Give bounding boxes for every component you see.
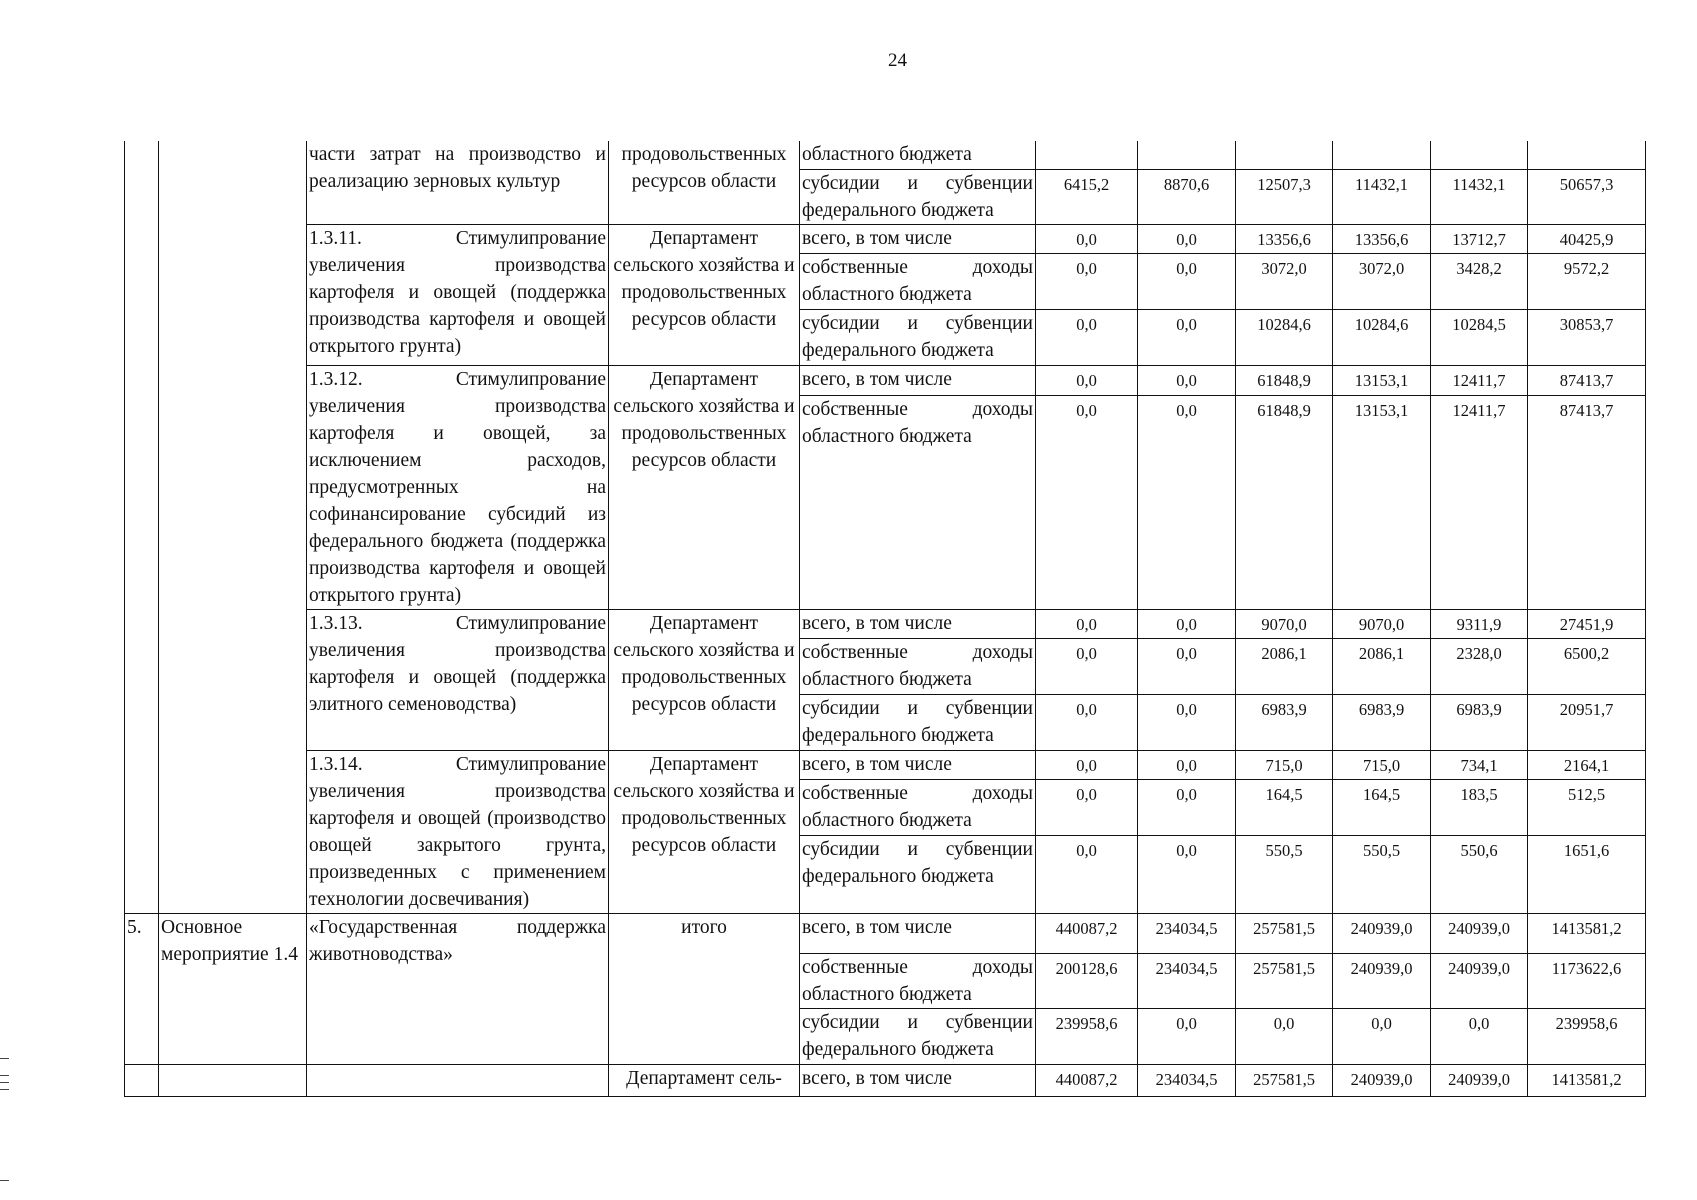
amount-cell: 11432,1 xyxy=(1333,169,1431,224)
activity-title: части затрат на производство и реализацию зерновых культур xyxy=(307,141,609,224)
main-activity-name xyxy=(159,365,307,609)
row-number xyxy=(125,141,159,224)
amount-cell: 1173622,6 xyxy=(1528,953,1646,1008)
funding-source: собственные доходы областного бюджета xyxy=(800,638,1036,694)
page-edge-mark xyxy=(0,1180,9,1181)
amount-cell: 0,0 xyxy=(1138,638,1236,694)
amount-cell: 240939,0 xyxy=(1333,913,1431,953)
activity-title: 1.3.14. Стимулипрование увеличения производства картофеля и овощей (производство овощей закрытого грунта, произведенных с применением технологии досвечивания) xyxy=(307,750,609,913)
amount-cell: 0,0 xyxy=(1138,609,1236,638)
amount-cell: 0,0 xyxy=(1036,638,1138,694)
amount-cell: 87413,7 xyxy=(1528,365,1646,396)
amount-cell: 9070,0 xyxy=(1333,609,1431,638)
amount-cell: 61848,9 xyxy=(1236,365,1333,396)
activity-title: «Государственная поддержка животноводства» xyxy=(307,913,609,1064)
amount-cell: 27451,9 xyxy=(1528,609,1646,638)
responsible-executor: Департамент сель- xyxy=(609,1064,800,1096)
amount-cell: 240939,0 xyxy=(1333,953,1431,1008)
amount-cell xyxy=(1528,141,1646,169)
row-number xyxy=(125,1064,159,1096)
amount-cell: 234034,5 xyxy=(1138,953,1236,1008)
responsible-executor: Департамент сельского хозяйства и продовольственных ресурсов области xyxy=(609,609,800,750)
amount-cell: 50657,3 xyxy=(1528,169,1646,224)
amount-cell: 0,0 xyxy=(1036,396,1138,609)
funding-source: всего, в том числе xyxy=(800,750,1036,779)
amount-cell: 183,5 xyxy=(1431,779,1528,835)
responsible-executor: продовольственных ресурсов области xyxy=(609,141,800,224)
funding-source: областного бюджета xyxy=(800,141,1036,169)
amount-cell xyxy=(1036,141,1138,169)
amount-cell: 734,1 xyxy=(1431,750,1528,779)
amount-cell: 0,0 xyxy=(1036,835,1138,913)
main-activity-name xyxy=(159,224,307,365)
amount-cell: 2328,0 xyxy=(1431,638,1528,694)
amount-cell: 12411,7 xyxy=(1431,396,1528,609)
amount-cell: 0,0 xyxy=(1138,224,1236,253)
funding-source: собственные доходы областного бюджета xyxy=(800,779,1036,835)
table-row xyxy=(125,224,1646,253)
funding-source: субсидии и субвенции федерального бюджета xyxy=(800,169,1036,224)
page-edge-mark xyxy=(0,1089,9,1090)
row-number xyxy=(125,609,159,750)
amount-cell: 13153,1 xyxy=(1333,396,1431,609)
amount-cell: 440087,2 xyxy=(1036,913,1138,953)
amount-cell: 13356,6 xyxy=(1236,224,1333,253)
amount-cell: 440087,2 xyxy=(1036,1064,1138,1096)
amount-cell: 8870,6 xyxy=(1138,169,1236,224)
amount-cell: 9070,0 xyxy=(1236,609,1333,638)
amount-cell: 20951,7 xyxy=(1528,694,1646,750)
amount-cell: 6983,9 xyxy=(1431,694,1528,750)
amount-cell: 257581,5 xyxy=(1236,913,1333,953)
amount-cell: 240939,0 xyxy=(1431,1064,1528,1096)
main-activity-name xyxy=(159,1064,307,1096)
amount-cell: 0,0 xyxy=(1138,779,1236,835)
funding-source: субсидии и субвенции федерального бюджета xyxy=(800,309,1036,365)
funding-source: собственные доходы областного бюджета xyxy=(800,953,1036,1008)
amount-cell: 239958,6 xyxy=(1528,1008,1646,1064)
amount-cell: 239958,6 xyxy=(1036,1008,1138,1064)
amount-cell: 164,5 xyxy=(1236,779,1333,835)
amount-cell: 12507,3 xyxy=(1236,169,1333,224)
amount-cell: 0,0 xyxy=(1138,309,1236,365)
amount-cell: 40425,9 xyxy=(1528,224,1646,253)
amount-cell: 13153,1 xyxy=(1333,365,1431,396)
funding-source: субсидии и субвенции федерального бюджета xyxy=(800,1008,1036,1064)
amount-cell: 9311,9 xyxy=(1431,609,1528,638)
amount-cell: 87413,7 xyxy=(1528,396,1646,609)
funding-source: субсидии и субвенции федерального бюджета xyxy=(800,835,1036,913)
responsible-executor: Департамент сельского хозяйства и продовольственных ресурсов области xyxy=(609,750,800,913)
funding-source: всего, в том числе xyxy=(800,224,1036,253)
amount-cell: 0,0 xyxy=(1236,1008,1333,1064)
amount-cell: 13712,7 xyxy=(1431,224,1528,253)
amount-cell: 512,5 xyxy=(1528,779,1646,835)
table-row xyxy=(125,750,1646,779)
page-edge-mark xyxy=(0,1082,9,1083)
page-number: 24 xyxy=(888,50,907,71)
amount-cell: 10284,6 xyxy=(1236,309,1333,365)
amount-cell: 6983,9 xyxy=(1333,694,1431,750)
amount-cell: 257581,5 xyxy=(1236,953,1333,1008)
amount-cell: 1651,6 xyxy=(1528,835,1646,913)
main-activity-name xyxy=(159,750,307,913)
amount-cell: 0,0 xyxy=(1138,750,1236,779)
amount-cell: 6415,2 xyxy=(1036,169,1138,224)
amount-cell: 0,0 xyxy=(1138,835,1236,913)
responsible-executor: итого xyxy=(609,913,800,1064)
amount-cell: 0,0 xyxy=(1036,309,1138,365)
amount-cell: 0,0 xyxy=(1036,779,1138,835)
amount-cell: 200128,6 xyxy=(1036,953,1138,1008)
funding-source: собственные доходы областного бюджета xyxy=(800,253,1036,309)
amount-cell: 240939,0 xyxy=(1431,913,1528,953)
amount-cell: 0,0 xyxy=(1138,396,1236,609)
amount-cell: 0,0 xyxy=(1036,365,1138,396)
amount-cell: 3072,0 xyxy=(1333,253,1431,309)
amount-cell: 10284,5 xyxy=(1431,309,1528,365)
amount-cell: 550,6 xyxy=(1431,835,1528,913)
amount-cell: 2086,1 xyxy=(1333,638,1431,694)
amount-cell: 1413581,2 xyxy=(1528,913,1646,953)
amount-cell: 3428,2 xyxy=(1431,253,1528,309)
table-row xyxy=(125,141,1646,169)
page-edge-mark xyxy=(0,1075,9,1076)
responsible-executor: Департамент сельского хозяйства и продовольственных ресурсов области xyxy=(609,365,800,609)
responsible-executor: Департамент сельского хозяйства и продовольственных ресурсов области xyxy=(609,224,800,365)
funding-source: всего, в том числе xyxy=(800,913,1036,953)
amount-cell xyxy=(1236,141,1333,169)
amount-cell: 240939,0 xyxy=(1333,1064,1431,1096)
amount-cell: 0,0 xyxy=(1036,224,1138,253)
page-edge-mark xyxy=(0,1058,9,1059)
amount-cell: 30853,7 xyxy=(1528,309,1646,365)
amount-cell: 715,0 xyxy=(1236,750,1333,779)
row-number: 5. xyxy=(125,913,159,1064)
amount-cell: 1413581,2 xyxy=(1528,1064,1646,1096)
amount-cell: 6983,9 xyxy=(1236,694,1333,750)
amount-cell: 9572,2 xyxy=(1528,253,1646,309)
amount-cell xyxy=(1333,141,1431,169)
amount-cell: 61848,9 xyxy=(1236,396,1333,609)
funding-source: всего, в том числе xyxy=(800,609,1036,638)
budget-table xyxy=(124,141,1646,1097)
amount-cell: 0,0 xyxy=(1431,1008,1528,1064)
amount-cell: 0,0 xyxy=(1036,750,1138,779)
row-number xyxy=(125,224,159,365)
amount-cell: 0,0 xyxy=(1138,253,1236,309)
table-row xyxy=(125,913,1646,953)
amount-cell: 257581,5 xyxy=(1236,1064,1333,1096)
amount-cell: 240939,0 xyxy=(1431,953,1528,1008)
amount-cell: 0,0 xyxy=(1333,1008,1431,1064)
funding-source: субсидии и субвенции федерального бюджета xyxy=(800,694,1036,750)
amount-cell: 234034,5 xyxy=(1138,1064,1236,1096)
main-activity-name xyxy=(159,609,307,750)
amount-cell: 0,0 xyxy=(1036,609,1138,638)
table-row xyxy=(125,609,1646,638)
activity-title xyxy=(307,1064,609,1096)
amount-cell: 234034,5 xyxy=(1138,913,1236,953)
amount-cell: 164,5 xyxy=(1333,779,1431,835)
amount-cell: 2086,1 xyxy=(1236,638,1333,694)
amount-cell: 550,5 xyxy=(1333,835,1431,913)
amount-cell xyxy=(1431,141,1528,169)
amount-cell xyxy=(1138,141,1236,169)
funding-source: собственные доходы областного бюджета xyxy=(800,396,1036,609)
amount-cell: 10284,6 xyxy=(1333,309,1431,365)
amount-cell: 0,0 xyxy=(1138,1008,1236,1064)
amount-cell: 2164,1 xyxy=(1528,750,1646,779)
activity-title: 1.3.12. Стимулипрование увеличения производства картофеля и овощей, за исключением расходов, предусмотренных на софинансирование субсидий из федерального бюджета (поддержка производства картофеля и овощей открытого грунта) xyxy=(307,365,609,609)
amount-cell: 715,0 xyxy=(1333,750,1431,779)
funding-source: всего, в том числе xyxy=(800,365,1036,396)
table-row xyxy=(125,1064,1646,1096)
funding-source: всего, в том числе xyxy=(800,1064,1036,1096)
amount-cell: 12411,7 xyxy=(1431,365,1528,396)
row-number xyxy=(125,365,159,609)
amount-cell: 550,5 xyxy=(1236,835,1333,913)
activity-title: 1.3.13. Стимулипрование увеличения производства картофеля и овощей (поддержка элитного семеноводства) xyxy=(307,609,609,750)
main-activity-name xyxy=(159,141,307,224)
amount-cell: 0,0 xyxy=(1138,365,1236,396)
row-number xyxy=(125,750,159,913)
main-activity-name: Основное мероприятие 1.4 xyxy=(159,913,307,1064)
activity-title: 1.3.11. Стимулипрование увеличения производства картофеля и овощей (поддержка производства картофеля и овощей открытого грунта) xyxy=(307,224,609,365)
amount-cell: 13356,6 xyxy=(1333,224,1431,253)
table-row xyxy=(125,365,1646,396)
amount-cell: 0,0 xyxy=(1138,694,1236,750)
amount-cell: 0,0 xyxy=(1036,694,1138,750)
amount-cell: 6500,2 xyxy=(1528,638,1646,694)
amount-cell: 0,0 xyxy=(1036,253,1138,309)
amount-cell: 11432,1 xyxy=(1431,169,1528,224)
amount-cell: 3072,0 xyxy=(1236,253,1333,309)
